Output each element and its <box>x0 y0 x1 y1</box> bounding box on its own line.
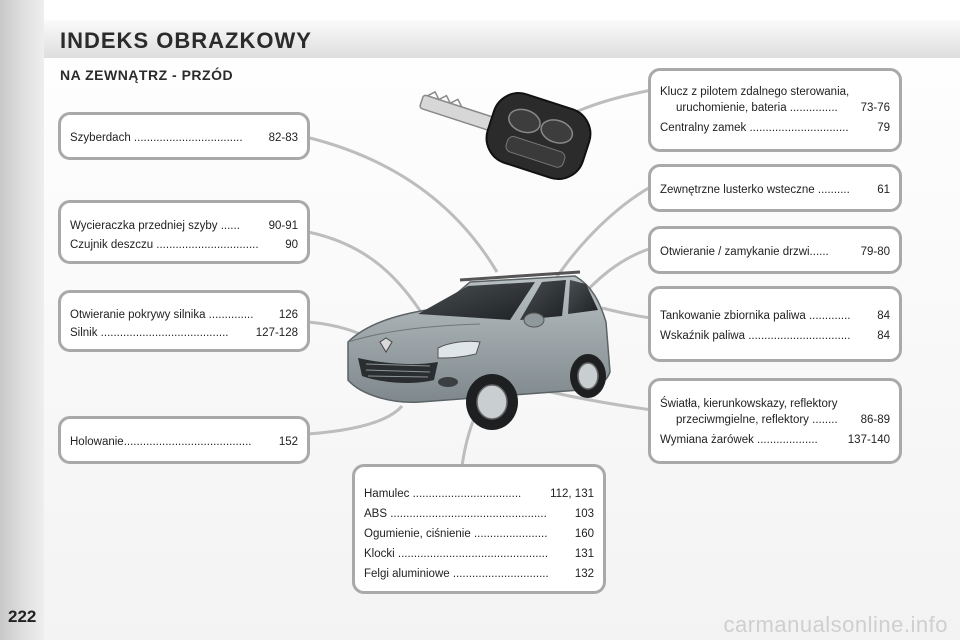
entry-abs[interactable]: ABS ................................................. 103 <box>364 508 594 520</box>
page-ref: 127-128 <box>255 327 298 339</box>
box-drzwi <box>648 226 902 274</box>
entry-tankowanie[interactable]: Tankowanie zbiornika paliwa ............. 84 <box>660 310 890 322</box>
page-ref: 132 <box>574 568 594 580</box>
entry-swiatla[interactable]: Światła, kierunkowskazy, reflektory <box>660 398 838 410</box>
entry-wymiana-zarowek[interactable]: Wymiana żarówek ................... 137-140 <box>660 434 890 446</box>
box-swiatla <box>648 378 902 464</box>
entry-centralny-zamek[interactable]: Centralny zamek ............................... 79 <box>660 122 890 134</box>
page-ref: 73-76 <box>860 102 890 114</box>
entry-lusterko[interactable]: Zewnętrzne lusterko wsteczne .......... 61 <box>660 184 890 196</box>
page-title: INDEKS OBRAZKOWY <box>60 28 312 53</box>
box-paliwo <box>648 286 902 362</box>
page-ref: 61 <box>877 184 890 196</box>
entry-uruchomienie-bateria[interactable]: uruchomienie, bateria ............... 73-76 <box>676 102 890 114</box>
page-ref: 79-80 <box>860 246 890 258</box>
box-hamulec <box>352 464 606 594</box>
page-ref: 79 <box>877 122 890 134</box>
page-ref: 82-83 <box>268 132 298 144</box>
entry-wskaznik-paliwa[interactable]: Wskaźnik paliwa ................................ 84 <box>660 330 890 342</box>
entry-czujnik-deszczu[interactable]: Czujnik deszczu ................................ 90 <box>70 239 298 251</box>
entry-klucz-pilot[interactable]: Klucz z pilotem zdalnego sterowania, <box>660 86 850 98</box>
page-ref: 86-89 <box>860 414 890 426</box>
page-ref: 131 <box>574 548 594 560</box>
page-number: 222 <box>8 607 37 626</box>
entry-silnik[interactable]: Silnik ........................................ 127-128 <box>70 327 298 339</box>
page-ref: 90-91 <box>268 220 298 232</box>
entry-holowanie[interactable]: Holowanie........................................ 152 <box>70 436 298 448</box>
page-ref: 84 <box>877 330 890 342</box>
page-ref: 126 <box>278 309 298 321</box>
entry-otwieranie-pokrywy[interactable]: Otwieranie pokrywy silnika .............. 126 <box>70 309 298 321</box>
key-fob-illustration <box>405 82 595 202</box>
page-ref: 84 <box>877 310 890 322</box>
section-subtitle: NA ZEWNĄTRZ - PRZÓD <box>60 67 234 83</box>
entry-hamulec[interactable]: Hamulec .................................. 112, 131 <box>364 488 594 500</box>
page-ref: 152 <box>278 436 298 448</box>
entry-klocki[interactable]: Klocki ............................................... 131 <box>364 548 594 560</box>
box-szyberdach <box>58 112 310 160</box>
page-ref: 112, 131 <box>550 488 594 500</box>
entry-ogumienie[interactable]: Ogumienie, ciśnienie ....................... 160 <box>364 528 594 540</box>
box-klucz <box>648 68 902 152</box>
page-ref: 160 <box>574 528 594 540</box>
page-ref: 137-140 <box>847 434 890 446</box>
box-maska <box>58 290 310 352</box>
box-lusterko <box>648 164 902 212</box>
box-holowanie <box>58 416 310 464</box>
page-ref: 103 <box>574 508 594 520</box>
entry-drzwi[interactable]: Otwieranie / zamykanie drzwi...... 79-80 <box>660 246 890 258</box>
page-ref: 90 <box>285 239 298 251</box>
car-illustration <box>330 262 630 432</box>
box-wycieraczka <box>58 200 310 264</box>
entry-reflektory-przeciwmgielne[interactable]: przeciwmgielne, reflektory ........ 86-89 <box>676 414 890 426</box>
entry-wycieraczka[interactable]: Wycieraczka przedniej szyby ...... 90-91 <box>70 220 298 232</box>
watermark: carmanualsonline.info <box>723 612 948 637</box>
entry-szyberdach[interactable]: Szyberdach .................................. 82-83 <box>70 132 298 144</box>
entry-felgi[interactable]: Felgi aluminiowe .............................. 132 <box>364 568 594 580</box>
